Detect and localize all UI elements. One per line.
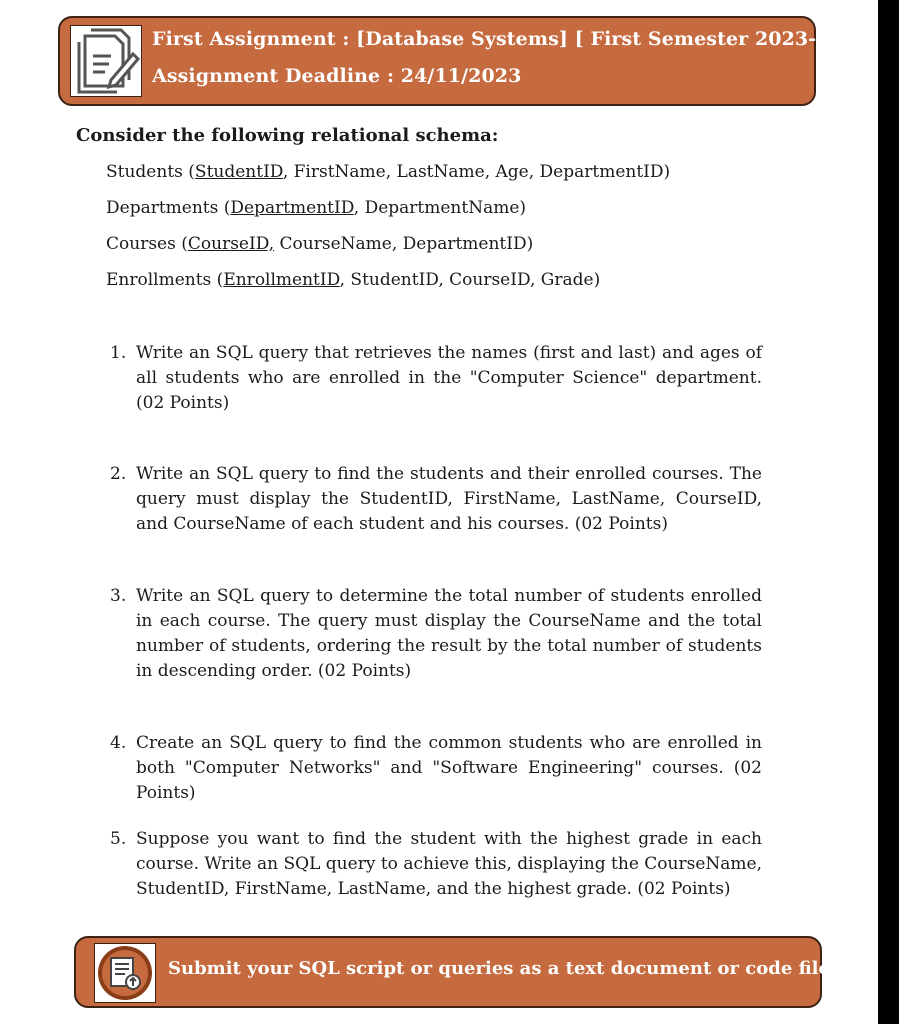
submission-instruction: Submit your SQL script or queries as a text document or code file.	[168, 958, 837, 979]
schema-courses: Courses (CourseID, CourseName, DepartmentID)	[106, 234, 534, 254]
assignment-deadline: Assignment Deadline : 24/11/2023	[152, 65, 522, 87]
question-number: 3.	[110, 586, 127, 606]
question-4	[110, 731, 762, 806]
question-text: Write an SQL query that retrieves the names (first and last) and ages of all students who are enrolled in the "Computer Science" department. (02 Points)	[136, 343, 762, 413]
assignment-header-banner	[58, 16, 879, 106]
primary-key: DepartmentID	[230, 198, 354, 218]
submission-banner	[74, 936, 837, 1008]
primary-key: CourseID,	[187, 234, 275, 254]
question-text: Write an SQL query to determine the total number of students enrolled in each course. The query must display the CourseName and the total number of students, ordering the result by the total number of students in descending order. (02 Points)	[136, 586, 762, 681]
question-3	[110, 584, 762, 684]
schema-heading: Consider the following relational schema:	[76, 125, 499, 146]
question-number: 4.	[110, 733, 127, 753]
question-2	[110, 462, 762, 537]
question-text: Suppose you want to find the student with the highest grade in each course. Write an SQL query to achieve this, displaying the CourseName, StudentID, FirstName, LastName, and the highest grade. (02 Points)	[136, 829, 762, 899]
question-number: 5.	[110, 829, 127, 849]
question-5	[110, 827, 762, 902]
schema-enrollments: Enrollments (EnrollmentID, StudentID, CourseID, Grade)	[106, 270, 601, 290]
right-black-strip	[878, 0, 899, 1024]
primary-key: StudentID	[194, 162, 283, 182]
upload-document-icon	[94, 943, 156, 1003]
assignment-title: First Assignment : [Database Systems] [ First Semester 2023-2024]	[152, 28, 879, 50]
schema-departments: Departments (DepartmentID, DepartmentName)	[106, 198, 527, 218]
schema-students: Students (StudentID, FirstName, LastName, Age, DepartmentID)	[106, 162, 671, 182]
question-number: 1.	[110, 343, 127, 363]
question-number: 2.	[110, 464, 127, 484]
question-1	[110, 341, 762, 416]
primary-key: EnrollmentID	[223, 270, 340, 290]
question-text: Write an SQL query to find the students and their enrolled courses. The query must display the StudentID, FirstName, LastName, CourseID, and CourseName of each student and his courses. (02 Points)	[136, 464, 762, 534]
assignment-document-pen-icon	[70, 25, 142, 97]
question-text: Create an SQL query to find the common students who are enrolled in both "Computer Networks" and "Software Engineering" courses. (02 Points)	[136, 733, 762, 803]
